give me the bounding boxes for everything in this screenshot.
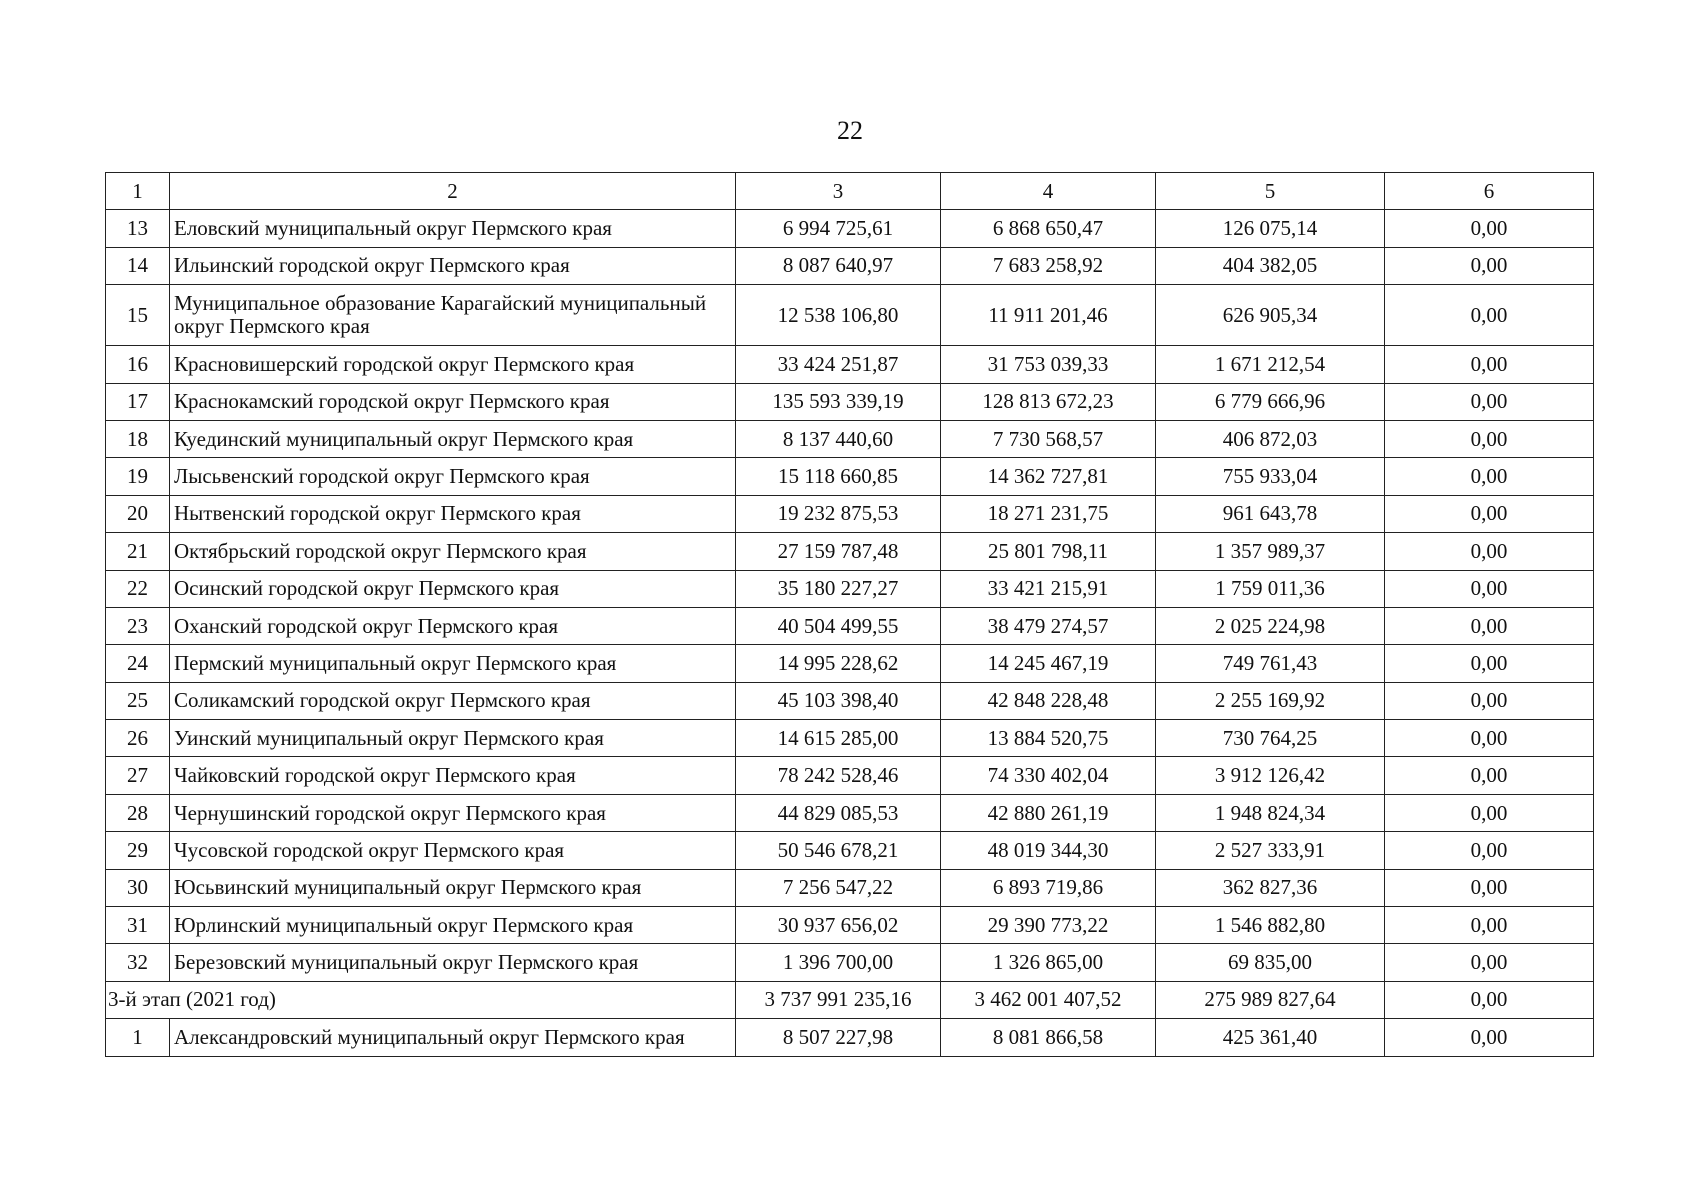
value-col-6: 0,00	[1385, 458, 1594, 495]
value-col-4: 6 893 719,86	[941, 869, 1156, 906]
value-col-5: 626 905,34	[1156, 285, 1385, 346]
municipality-name: Октябрьский городской округ Пермского края	[170, 533, 736, 570]
table-row	[106, 794, 1594, 831]
value-col-3: 8 087 640,97	[736, 247, 941, 284]
value-col-5: 755 933,04	[1156, 458, 1385, 495]
table-row	[106, 1019, 1594, 1056]
value-col-4: 74 330 402,04	[941, 757, 1156, 794]
value-col-6: 0,00	[1385, 869, 1594, 906]
value-col-4: 7 730 568,57	[941, 420, 1156, 457]
header-cell-5: 5	[1156, 173, 1385, 210]
value-col-4: 33 421 215,91	[941, 570, 1156, 607]
value-col-3: 8 137 440,60	[736, 420, 941, 457]
value-col-5: 6 779 666,96	[1156, 383, 1385, 420]
value-col-5: 1 546 882,80	[1156, 907, 1385, 944]
value-col-3: 6 994 725,61	[736, 210, 941, 247]
value-col-5: 362 827,36	[1156, 869, 1385, 906]
value-col-3: 78 242 528,46	[736, 757, 941, 794]
value-col-4: 18 271 231,75	[941, 495, 1156, 532]
value-col-5: 2 255 169,92	[1156, 682, 1385, 719]
value-col-5: 126 075,14	[1156, 210, 1385, 247]
value-col-3: 44 829 085,53	[736, 794, 941, 831]
row-number: 18	[106, 420, 170, 457]
value-col-6: 0,00	[1385, 570, 1594, 607]
value-col-4: 25 801 798,11	[941, 533, 1156, 570]
table-row	[106, 720, 1594, 757]
value-col-5: 961 643,78	[1156, 495, 1385, 532]
municipality-name: Красновишерский городской округ Пермского края	[170, 346, 736, 383]
value-col-5: 2 025 224,98	[1156, 607, 1385, 644]
municipality-name: Соликамский городской округ Пермского края	[170, 682, 736, 719]
value-col-6: 0,00	[1385, 247, 1594, 284]
municipality-name: Нытвенский городской округ Пермского края	[170, 495, 736, 532]
value-col-3: 7 256 547,22	[736, 869, 941, 906]
value-col-6: 0,00	[1385, 907, 1594, 944]
row-number: 20	[106, 495, 170, 532]
municipality-name: Осинский городской округ Пермского края	[170, 570, 736, 607]
header-cell-1: 1	[106, 173, 170, 210]
municipality-name: Еловский муниципальный округ Пермского края	[170, 210, 736, 247]
value-col-4: 48 019 344,30	[941, 832, 1156, 869]
value-col-6: 0,00	[1385, 607, 1594, 644]
row-number: 16	[106, 346, 170, 383]
value-col-4: 29 390 773,22	[941, 907, 1156, 944]
value-col-3: 19 232 875,53	[736, 495, 941, 532]
value-col-6: 0,00	[1385, 210, 1594, 247]
value-col-3: 45 103 398,40	[736, 682, 941, 719]
value-col-4: 11 911 201,46	[941, 285, 1156, 346]
table-row	[106, 944, 1594, 981]
table-row	[106, 420, 1594, 457]
stage-total-col-5: 275 989 827,64	[1156, 981, 1385, 1018]
municipality-name: Александровский муниципальный округ Пермского края	[170, 1019, 736, 1056]
value-col-4: 42 848 228,48	[941, 682, 1156, 719]
row-number: 26	[106, 720, 170, 757]
value-col-5: 1 759 011,36	[1156, 570, 1385, 607]
value-col-6: 0,00	[1385, 720, 1594, 757]
value-col-5: 749 761,43	[1156, 645, 1385, 682]
row-number: 24	[106, 645, 170, 682]
table-row	[106, 757, 1594, 794]
table-row	[106, 682, 1594, 719]
stage-total-row	[106, 981, 1594, 1018]
municipality-name: Муниципальное образование Карагайский муниципальный округ Пермского края	[170, 285, 736, 346]
row-number: 13	[106, 210, 170, 247]
stage-total-col-3: 3 737 991 235,16	[736, 981, 941, 1018]
value-col-4: 1 326 865,00	[941, 944, 1156, 981]
value-col-6: 0,00	[1385, 682, 1594, 719]
value-col-3: 14 615 285,00	[736, 720, 941, 757]
value-col-3: 35 180 227,27	[736, 570, 941, 607]
value-col-5: 2 527 333,91	[1156, 832, 1385, 869]
value-col-6: 0,00	[1385, 420, 1594, 457]
stage-total-col-4: 3 462 001 407,52	[941, 981, 1156, 1018]
value-col-3: 15 118 660,85	[736, 458, 941, 495]
value-col-5: 1 357 989,37	[1156, 533, 1385, 570]
table-row	[106, 458, 1594, 495]
value-col-4: 128 813 672,23	[941, 383, 1156, 420]
value-col-4: 31 753 039,33	[941, 346, 1156, 383]
header-cell-4: 4	[941, 173, 1156, 210]
stage-label: 3-й этап (2021 год)	[106, 981, 736, 1018]
value-col-6: 0,00	[1385, 533, 1594, 570]
municipality-name: Ильинский городской округ Пермского края	[170, 247, 736, 284]
municipality-name: Чернушинский городской округ Пермского края	[170, 794, 736, 831]
municipality-name: Уинский муниципальный округ Пермского края	[170, 720, 736, 757]
row-number: 29	[106, 832, 170, 869]
table-row	[106, 645, 1594, 682]
municipality-name: Чусовской городской округ Пермского края	[170, 832, 736, 869]
value-col-3: 1 396 700,00	[736, 944, 941, 981]
value-col-3: 27 159 787,48	[736, 533, 941, 570]
municipality-name: Оханский городской округ Пермского края	[170, 607, 736, 644]
table-row	[106, 570, 1594, 607]
value-col-4: 8 081 866,58	[941, 1019, 1156, 1056]
municipality-name: Пермский муниципальный округ Пермского края	[170, 645, 736, 682]
municipality-name: Чайковский городской округ Пермского края	[170, 757, 736, 794]
table-row	[106, 247, 1594, 284]
value-col-4: 14 362 727,81	[941, 458, 1156, 495]
data-table	[105, 172, 1594, 1057]
row-number: 19	[106, 458, 170, 495]
page-number: 22	[837, 116, 863, 145]
table-row	[106, 210, 1594, 247]
value-col-6: 0,00	[1385, 832, 1594, 869]
value-col-3: 135 593 339,19	[736, 383, 941, 420]
value-col-6: 0,00	[1385, 495, 1594, 532]
value-col-5: 404 382,05	[1156, 247, 1385, 284]
row-number: 32	[106, 944, 170, 981]
value-col-5: 1 948 824,34	[1156, 794, 1385, 831]
value-col-5: 69 835,00	[1156, 944, 1385, 981]
row-number: 28	[106, 794, 170, 831]
value-col-5: 1 671 212,54	[1156, 346, 1385, 383]
value-col-5: 3 912 126,42	[1156, 757, 1385, 794]
row-number: 27	[106, 757, 170, 794]
value-col-3: 14 995 228,62	[736, 645, 941, 682]
table-body	[106, 173, 1594, 1057]
value-col-6: 0,00	[1385, 346, 1594, 383]
value-col-6: 0,00	[1385, 1019, 1594, 1056]
table-row	[106, 383, 1594, 420]
value-col-4: 38 479 274,57	[941, 607, 1156, 644]
municipality-name: Куединский муниципальный округ Пермского края	[170, 420, 736, 457]
value-col-3: 8 507 227,98	[736, 1019, 941, 1056]
value-col-3: 50 546 678,21	[736, 832, 941, 869]
municipality-name: Краснокамский городской округ Пермского края	[170, 383, 736, 420]
municipality-name: Юрлинский муниципальный округ Пермского края	[170, 907, 736, 944]
table-row	[106, 907, 1594, 944]
value-col-5: 425 361,40	[1156, 1019, 1385, 1056]
value-col-6: 0,00	[1385, 383, 1594, 420]
header-cell-2: 2	[170, 173, 736, 210]
value-col-4: 6 868 650,47	[941, 210, 1156, 247]
table-row	[106, 495, 1594, 532]
stage-total-col-6: 0,00	[1385, 981, 1594, 1018]
value-col-6: 0,00	[1385, 285, 1594, 346]
table-row	[106, 285, 1594, 346]
row-number: 23	[106, 607, 170, 644]
value-col-3: 33 424 251,87	[736, 346, 941, 383]
row-number: 30	[106, 869, 170, 906]
row-number: 21	[106, 533, 170, 570]
value-col-6: 0,00	[1385, 944, 1594, 981]
row-number: 31	[106, 907, 170, 944]
header-cell-3: 3	[736, 173, 941, 210]
value-col-3: 12 538 106,80	[736, 285, 941, 346]
value-col-3: 40 504 499,55	[736, 607, 941, 644]
row-number: 22	[106, 570, 170, 607]
value-col-5: 730 764,25	[1156, 720, 1385, 757]
row-number: 1	[106, 1019, 170, 1056]
row-number: 25	[106, 682, 170, 719]
value-col-4: 14 245 467,19	[941, 645, 1156, 682]
table-row	[106, 869, 1594, 906]
row-number: 15	[106, 285, 170, 346]
table-row	[106, 533, 1594, 570]
municipality-name: Юсьвинский муниципальный округ Пермского края	[170, 869, 736, 906]
value-col-4: 42 880 261,19	[941, 794, 1156, 831]
row-number: 17	[106, 383, 170, 420]
value-col-6: 0,00	[1385, 645, 1594, 682]
value-col-5: 406 872,03	[1156, 420, 1385, 457]
table-row	[106, 607, 1594, 644]
value-col-3: 30 937 656,02	[736, 907, 941, 944]
row-number: 14	[106, 247, 170, 284]
table-row	[106, 346, 1594, 383]
value-col-6: 0,00	[1385, 794, 1594, 831]
municipality-name: Березовский муниципальный округ Пермского края	[170, 944, 736, 981]
value-col-6: 0,00	[1385, 757, 1594, 794]
table-row	[106, 832, 1594, 869]
value-col-4: 7 683 258,92	[941, 247, 1156, 284]
header-cell-6: 6	[1385, 173, 1594, 210]
municipality-name: Лысьвенский городской округ Пермского края	[170, 458, 736, 495]
value-col-4: 13 884 520,75	[941, 720, 1156, 757]
header-row	[106, 173, 1594, 210]
